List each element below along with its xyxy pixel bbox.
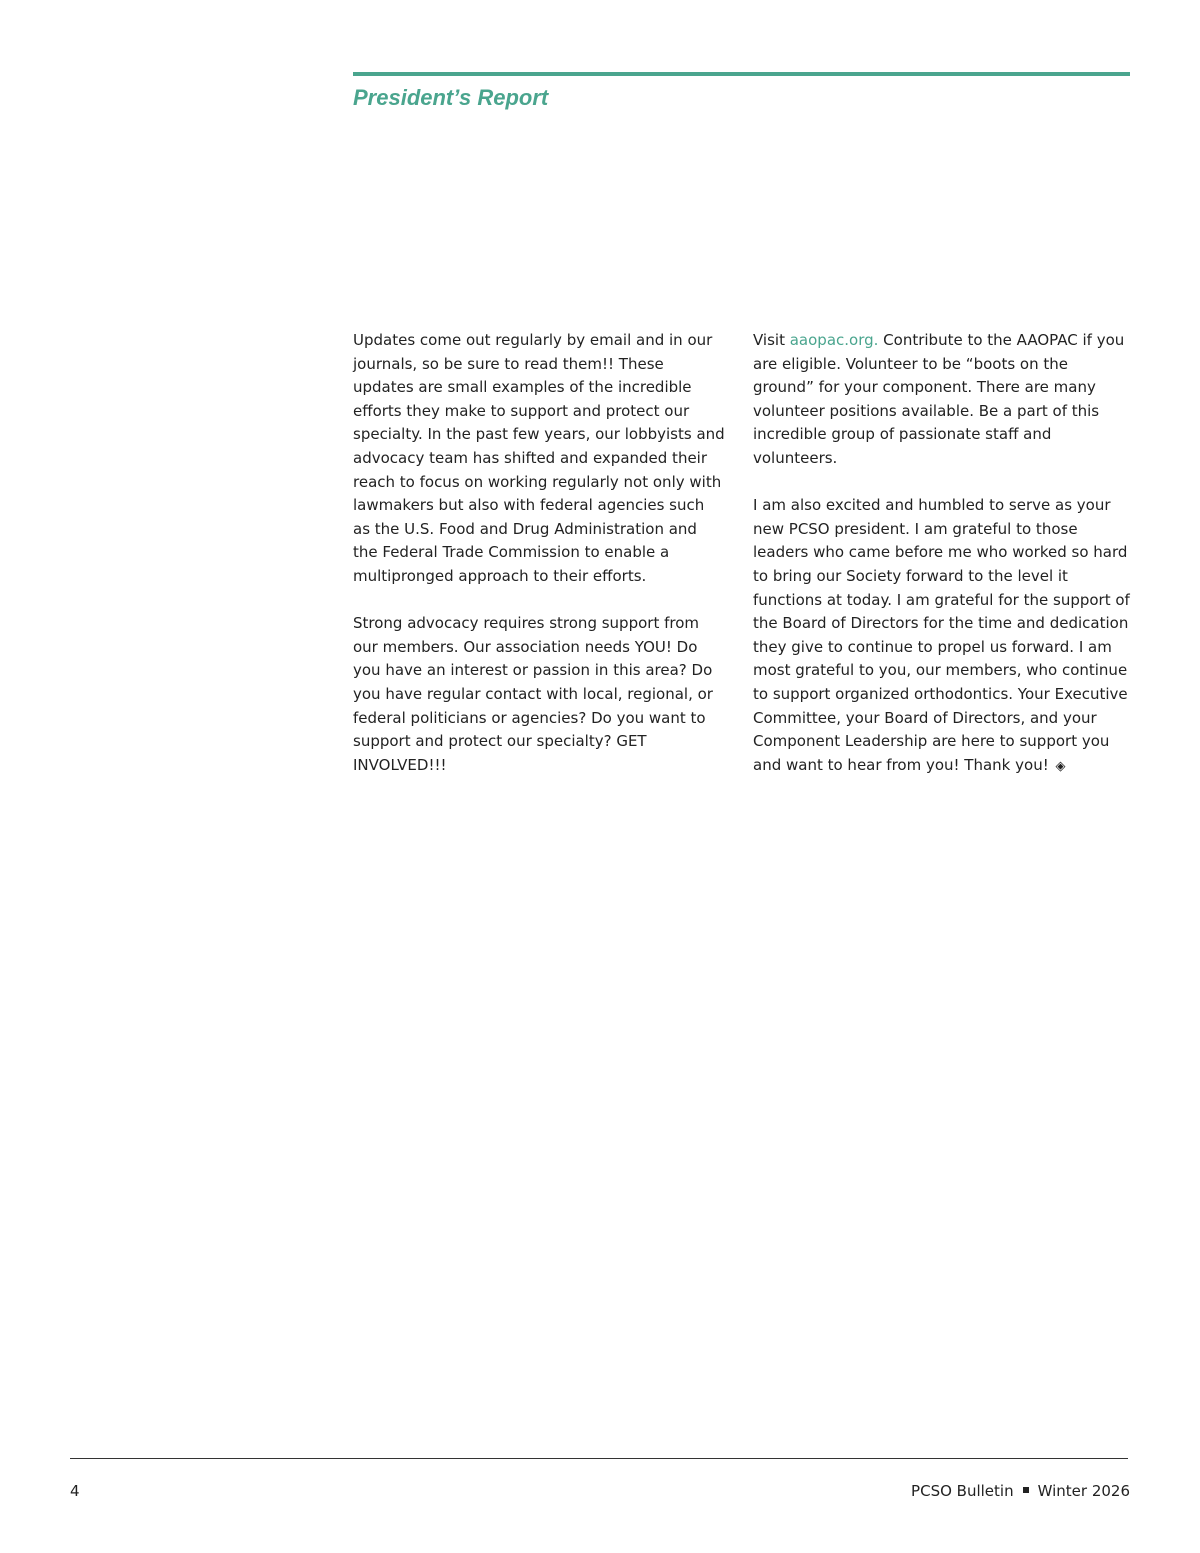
left-column (353, 329, 725, 801)
right-column (753, 329, 1133, 802)
separator-square-icon (1023, 1487, 1029, 1493)
left-paragraph-1: Updates come out regularly by email and in our journals, so be sure to read them!! These updates are small examples of the incredible efforts they make to support and protect our specialty. In the past few years, our lobbyists and advocacy team has shifted and expanded their reach to focus on working regularly not only with lawmakers but also with federal agencies such as the U.S. Food and Drug Administration and the Federal Trade Commission to enable a multipronged approach to their efforts. (353, 331, 725, 585)
right-paragraph-2-text: I am also excited and humbled to serve as your new PCSO president. I am grateful to those leaders who came before me who worked so hard to bring our Society forward to the level it functions at today. I am grateful for the support of the Board of Directors for the time and dedication they give to continue to propel us forward. I am most grateful to you, our members, who continue to support organized orthodontics. Your Executive Committee, your Board of Directors, and your Component Leadership are here to support you and want to hear from you! Thank you! (753, 496, 1130, 774)
right-paragraph-2 (753, 494, 1133, 778)
header-rule (353, 72, 1130, 76)
footer-rule (70, 1458, 1128, 1459)
section-title: President’s Report (353, 85, 549, 110)
page-number: 4 (70, 1482, 80, 1500)
issue-date: Winter 2026 (1037, 1482, 1130, 1500)
right-paragraph-1 (753, 329, 1133, 471)
end-of-article-icon: ◈ (1055, 758, 1066, 774)
right-paragraph-1-text: Contribute to the AAOPAC if you are eligible. Volunteer to be “boots on the ground” for your component. There are many volunteer positions available. Be a part of this incredible group of passionate staff and volunteers. (753, 331, 1125, 467)
publication-name: PCSO Bulletin (911, 1482, 1014, 1500)
visit-text: Visit (753, 331, 790, 349)
aaopac-link[interactable]: aaopac.org. (789, 331, 879, 349)
left-paragraph-2: Strong advocacy requires strong support from our members. Our association needs YOU! Do you have an interest or passion in this area? Do you have regular contact with local, regional, or federal politicians or agencies? Do you want to support and protect our specialty? GET INVOLVED!!! (353, 614, 713, 774)
publication-info (911, 1480, 1130, 1502)
